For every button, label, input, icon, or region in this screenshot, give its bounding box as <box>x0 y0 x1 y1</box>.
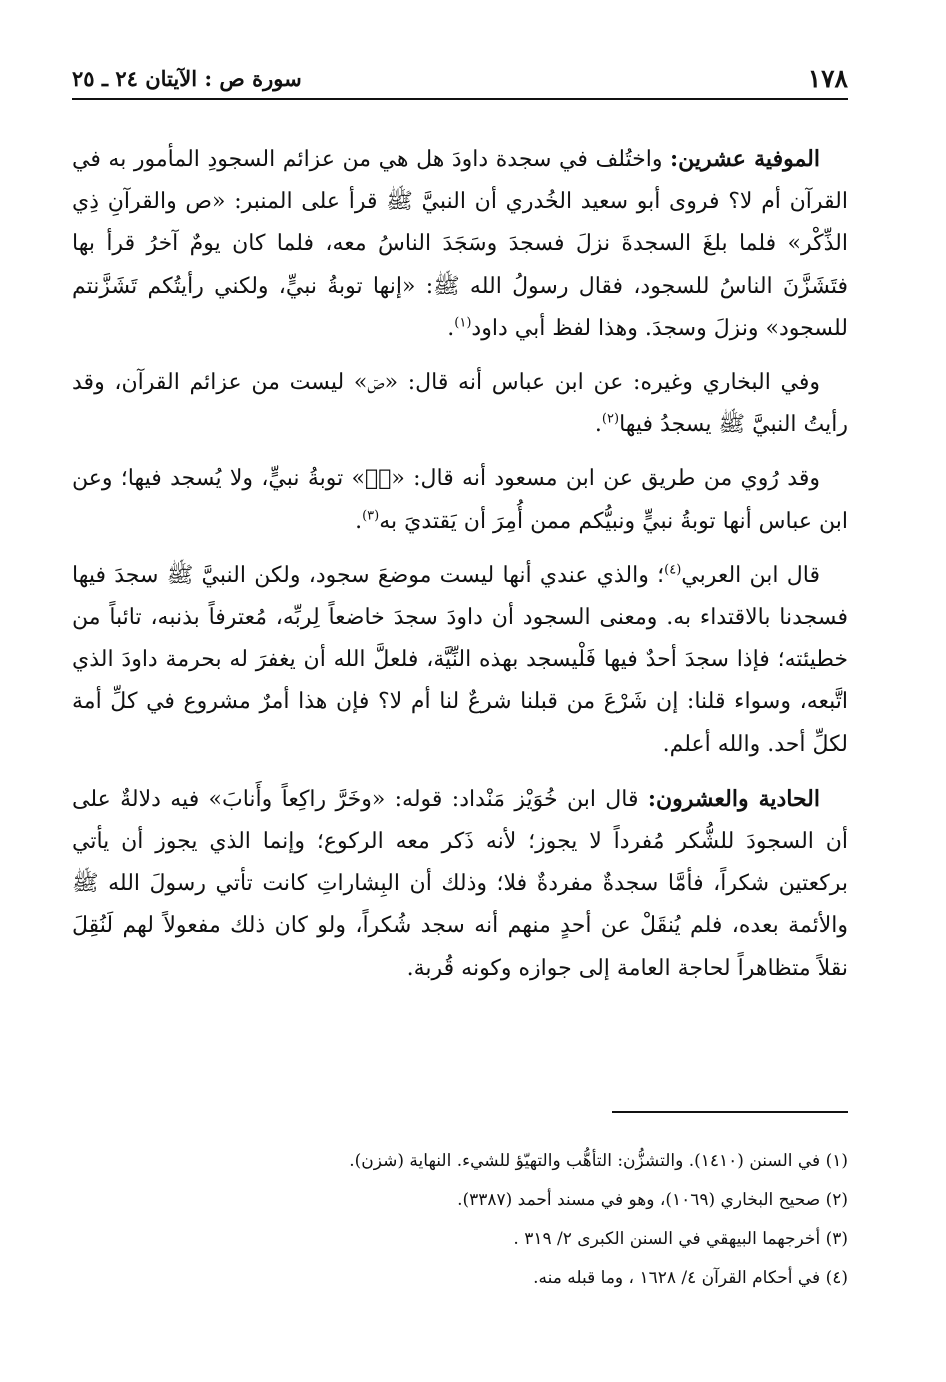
paragraph-tail: ؛ والذي عندي أنها ليست موضعَ سجود، ولكن النبيَّ ﷺ سجدَ فيها فسجدنا بالاقتداء به. ومعنى السجود أن داودَ سجدَ خاضعاً لِربِّه، مُعترفاً بذنبه، تائباً من خطيئته؛ فإذا سجدَ أحدٌ فيها فَلْيسجد بهذه النِّيَّة، فلعلَّ الله أن يغفرَ له بحرمة داودَ الذي اتَّبعه، وسواء قلنا: إن شَرْعَ من قبلنا شرعٌ لنا أم لا؟ فإن هذا أمرٌ مشروع في كلِّ أمة لكلِّ أحد. والله أعلم. <box>72 562 848 757</box>
footnote-1: (١) في السنن (١٤١٠). والتشزُّن: التأهُّب والتهيّؤ للشيء. النهاية (شزن). <box>349 1151 848 1171</box>
footnote-2: (٢) صحيح البخاري (١٠٦٩)، وهو في مسند أحمد (٣٣٨٧). <box>457 1190 848 1210</box>
paragraph-text: وقد رُوي من طريق عن ابن مسعود أنه قال: «صۤ» توبةُ نبيٍّ، ولا يُسجد فيها؛ وعن ابن عباس أنها توبةُ نبيٍّ ونبيُّكم ممن أُمِرَ أن يَقتديَ به <box>72 466 848 534</box>
paragraph-text: واختُلف في سجدة داودَ هل هي من عزائم السجودِ المأمور به في القرآن أم لا؟ فروى أبو سعيد الخُدري أن النبيَّ ﷺ قرأ على المنبر: «ص والقرآنِ ذِي الذِّكْر» فلما بلغَ السجدةَ نزلَ فسجدَ وسَجَدَ الناسُ معه، فلما كان يومٌ آخرُ قرأ بها فتَشَزَّنَ الناسُ للسجود، فقال رسولُ الله ﷺ: «إنها توبةُ نبيٍّ، ولكني رأيتُكم تَشَزَّنتم للسجود» ونزلَ وسجدَ. وهذا لفظ أبي داود <box>72 147 848 341</box>
footnote-divider <box>612 1111 848 1113</box>
paragraph-text: وفي البخاري وغيره: عن ابن عباس أنه قال: «صۤ» ليست من عزائم القرآن، وقد رأيتُ النبيَّ ﷺ يسجدُ فيها <box>72 370 848 438</box>
footnote-marker[interactable]: (١) <box>454 315 472 331</box>
paragraph-tail: . <box>594 412 602 438</box>
footnote-4: (٤) في أحكام القرآن ٤/ ١٦٢٨ ، وما قبله منه. <box>533 1268 848 1288</box>
footnote-marker[interactable]: (٤) <box>664 562 682 578</box>
paragraph-twenty-first <box>72 778 848 990</box>
page-header <box>72 62 848 100</box>
paragraph-bukhari <box>72 362 848 446</box>
footnote-3: (٣) أخرجهما البيهقي في السنن الكبرى ٢/ ٣١٩ . <box>513 1229 848 1249</box>
paragraph-text: قال ابن خُوَيْز مَنْداد: قوله: «وخَرَّ راكِعاً وأَنابَ» فيه دلالةٌ على أن السجودَ للشُّكر مُفرداً لا يجوز؛ لأنه ذَكر معه الركوع؛ وإنما الذي يجوز أن يأتي بركعتين شكراً، فأمَّا سجدةٌ مفردةٌ فلا؛ وذلك أن البِشاراتِ كانت تأتي رسولَ الله ﷺ والأئمة بعده، فلم يُنقَلْ عن أحدٍ منهم أنه سجد شُكراً، ولو كان ذلك مفعولاً لهم لَنُقِلَ نقلاً متظاهراً لحاجة العامة إلى جوازه وكونه قُربة. <box>72 786 848 981</box>
paragraph-text: قال ابن العربي <box>681 562 821 588</box>
main-text <box>72 138 848 1002</box>
footnote-marker[interactable]: (٣) <box>362 508 380 524</box>
footnote-marker[interactable]: (٢) <box>601 411 620 427</box>
running-title: سورة ص : الآيتان ٢٤ ـ ٢٥ <box>72 66 302 91</box>
paragraph-ibn-masud <box>72 458 848 542</box>
section-lead: الموفية عشرين: <box>670 146 820 172</box>
footnotes <box>148 1142 848 1298</box>
paragraph-tail: . <box>447 315 455 341</box>
paragraph-twentieth <box>72 138 848 350</box>
section-lead: الحادية والعشرون: <box>647 785 821 812</box>
page-number: ١٧٨ <box>807 64 848 93</box>
paragraph-ibn-arabi <box>72 555 848 766</box>
paragraph-tail: . <box>355 508 363 534</box>
